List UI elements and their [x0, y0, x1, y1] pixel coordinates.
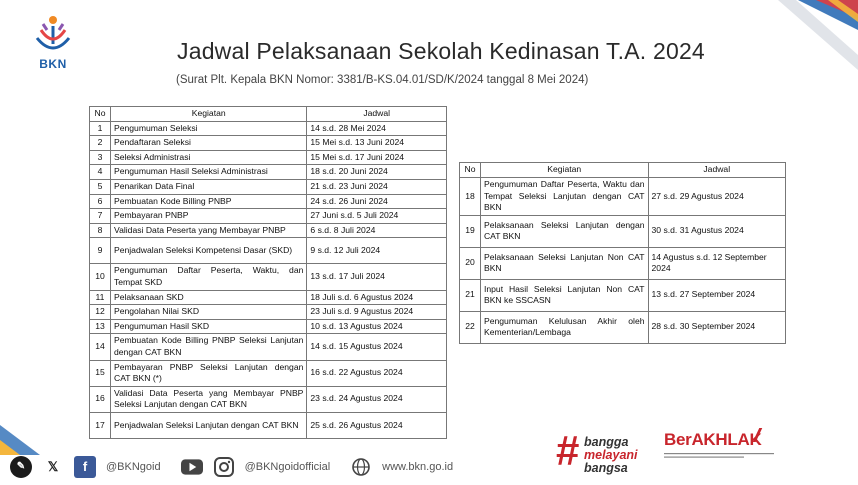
row-jadwal: 14 s.d. 28 Mei 2024: [307, 121, 447, 136]
row-number: 6: [90, 194, 111, 209]
row-number: 19: [460, 215, 481, 247]
twitter-handle: @BKNgoid: [106, 460, 161, 473]
table-row: [90, 121, 447, 136]
instagram-handle: @BKNgoidofficial: [244, 460, 331, 473]
row-kegiatan: Pembuatan Kode Billing PNBP: [110, 194, 306, 209]
row-jadwal: 18 Juli s.d. 6 Agustus 2024: [307, 290, 447, 305]
berakhlak-title: BerAKHLAK: [664, 430, 762, 449]
row-number: 11: [90, 290, 111, 305]
facebook-icon[interactable]: f: [74, 456, 96, 478]
brand-word-1: bangga: [584, 435, 629, 449]
row-kegiatan: Penjadwalan Seleksi Lanjutan dengan CAT BKN: [110, 412, 306, 438]
table-row: [90, 179, 447, 194]
youtube-icon[interactable]: [181, 456, 203, 478]
row-jadwal: 28 s.d. 30 September 2024: [648, 311, 785, 343]
row-kegiatan: Pelaksanaan Seleksi Lanjutan dengan CAT BKN: [480, 215, 648, 247]
row-number: 14: [90, 334, 111, 360]
bkn-emblem-icon: [33, 14, 73, 56]
row-kegiatan: Seleksi Administrasi: [110, 150, 306, 165]
row-number: 18: [460, 178, 481, 216]
row-number: 8: [90, 223, 111, 238]
header-no: No: [460, 163, 481, 178]
row-kegiatan: Pengumuman Seleksi: [110, 121, 306, 136]
row-number: 10: [90, 264, 111, 290]
row-number: 3: [90, 150, 111, 165]
table-header-row: [460, 163, 786, 178]
page-title: Jadwal Pelaksanaan Sekolah Kedinasan T.A. 2024: [177, 38, 705, 64]
schedule-table-right: [459, 162, 786, 344]
row-jadwal: 16 s.d. 22 Agustus 2024: [307, 360, 447, 386]
table-row: [90, 334, 447, 360]
brand-word-2: melayani: [584, 448, 638, 462]
row-kegiatan: Pelaksanaan SKD: [110, 290, 306, 305]
row-number: 1: [90, 121, 111, 136]
row-jadwal: 9 s.d. 12 Juli 2024: [307, 238, 447, 264]
row-kegiatan: Pembuatan Kode Billing PNBP Seleksi Lanjutan dengan CAT BKN: [110, 334, 306, 360]
berakhlak-tagline-graphic: [664, 452, 776, 461]
row-kegiatan: Validasi Data Peserta yang Membayar PNBP: [110, 223, 306, 238]
brand-word-3: bangsa: [584, 461, 628, 475]
row-kegiatan: Input Hasil Seleksi Lanjutan Non CAT BKN ke SSCASN: [480, 279, 648, 311]
table-row: [90, 305, 447, 320]
row-jadwal: 27 Juni s.d. 5 Juli 2024: [307, 209, 447, 224]
row-kegiatan: Pengumuman Hasil SKD: [110, 319, 306, 334]
row-number: 15: [90, 360, 111, 386]
row-jadwal: 21 s.d. 23 Juni 2024: [307, 179, 447, 194]
table-row: [460, 178, 786, 216]
header-jadwal: Jadwal: [307, 107, 447, 122]
table-row: [90, 136, 447, 151]
schedule-table-left: [89, 106, 447, 439]
logo-text: BKN: [39, 57, 67, 71]
row-kegiatan: Penjadwalan Seleksi Kompetensi Dasar (SKD): [110, 238, 306, 264]
row-number: 9: [90, 238, 111, 264]
globe-icon[interactable]: [350, 456, 372, 478]
row-number: 2: [90, 136, 111, 151]
row-kegiatan: Pembayaran PNBP: [110, 209, 306, 224]
table-row: [90, 223, 447, 238]
row-kegiatan: Pendaftaran Seleksi: [110, 136, 306, 151]
bkn-logo: [28, 14, 78, 76]
table-row: [90, 238, 447, 264]
table-row: [90, 194, 447, 209]
row-kegiatan: Pengumuman Hasil Seleksi Administrasi: [110, 165, 306, 180]
row-number: 22: [460, 311, 481, 343]
table-row: [90, 264, 447, 290]
row-kegiatan: Pengumuman Kelulusan Akhir oleh Kementerian/Lembaga: [480, 311, 648, 343]
table-row: [460, 279, 786, 311]
row-jadwal: 15 Mei s.d. 17 Juni 2024: [307, 150, 447, 165]
row-kegiatan: Penarikan Data Final: [110, 179, 306, 194]
social-footer: [0, 448, 530, 485]
table-row: [90, 209, 447, 224]
instagram-icon[interactable]: [213, 456, 235, 478]
table-row: [90, 319, 447, 334]
row-number: 16: [90, 386, 111, 412]
table-row: [460, 215, 786, 247]
row-jadwal: 18 s.d. 20 Juni 2024: [307, 165, 447, 180]
row-number: 20: [460, 247, 481, 279]
row-number: 7: [90, 209, 111, 224]
row-kegiatan: Validasi Data Peserta yang Membayar PNBP Seleksi Lanjutan dengan CAT BKN: [110, 386, 306, 412]
row-number: 17: [90, 412, 111, 438]
row-jadwal: 27 s.d. 29 Agustus 2024: [648, 178, 785, 216]
table-row: [90, 165, 447, 180]
row-kegiatan: Pengumuman Daftar Peserta, Waktu, dan Tempat SKD: [110, 264, 306, 290]
row-jadwal: 25 s.d. 26 Agustus 2024: [307, 412, 447, 438]
row-kegiatan: Pelaksanaan Seleksi Lanjutan Non CAT BKN: [480, 247, 648, 279]
table-row: [90, 290, 447, 305]
row-number: 4: [90, 165, 111, 180]
header-no: No: [90, 107, 111, 122]
row-jadwal: 15 Mei s.d. 13 Juni 2024: [307, 136, 447, 151]
page-subtitle: (Surat Plt. Kepala BKN Nomor: 3381/B-KS.04.01/SD/K/2024 tanggal 8 Mei 2024): [176, 74, 589, 86]
row-number: 12: [90, 305, 111, 320]
table-row: [460, 247, 786, 279]
row-jadwal: 13 s.d. 27 September 2024: [648, 279, 785, 311]
row-jadwal: 6 s.d. 8 Juli 2024: [307, 223, 447, 238]
row-jadwal: 30 s.d. 31 Agustus 2024: [648, 215, 785, 247]
row-number: 13: [90, 319, 111, 334]
hash-mark: #: [556, 427, 580, 474]
row-jadwal: 23 Juli s.d. 9 Agustus 2024: [307, 305, 447, 320]
row-jadwal: 23 s.d. 24 Agustus 2024: [307, 386, 447, 412]
row-jadwal: 13 s.d. 17 Juli 2024: [307, 264, 447, 290]
table-header-row: [90, 107, 447, 122]
row-kegiatan: Pembayaran PNBP Seleksi Lanjutan dengan CAT BKN (*): [110, 360, 306, 386]
row-jadwal: 14 Agustus s.d. 12 September 2024: [648, 247, 785, 279]
edit-pen-icon[interactable]: ✎: [10, 456, 32, 478]
table-row: [90, 360, 447, 386]
decorative-stripes-top: [738, 0, 858, 80]
berakhlak-logo: [664, 430, 784, 475]
website-link[interactable]: www.bkn.go.id: [382, 460, 454, 473]
row-kegiatan: Pengolahan Nilai SKD: [110, 305, 306, 320]
row-kegiatan: Pengumuman Daftar Peserta, Waktu dan Tempat Seleksi Lanjutan dengan CAT BKN: [480, 178, 648, 216]
bangga-melayani-bangsa-logo: [556, 427, 656, 475]
header-kegiatan: Kegiatan: [480, 163, 648, 178]
row-jadwal: 10 s.d. 13 Agustus 2024: [307, 319, 447, 334]
row-jadwal: 14 s.d. 15 Agustus 2024: [307, 334, 447, 360]
row-number: 21: [460, 279, 481, 311]
header-kegiatan: Kegiatan: [110, 107, 306, 122]
table-row: [460, 311, 786, 343]
table-row: [90, 412, 447, 438]
table-row: [90, 150, 447, 165]
table-row: [90, 386, 447, 412]
x-icon[interactable]: 𝕏: [47, 458, 59, 474]
header-jadwal: Jadwal: [648, 163, 785, 178]
row-number: 5: [90, 179, 111, 194]
row-jadwal: 24 s.d. 26 Juni 2024: [307, 194, 447, 209]
